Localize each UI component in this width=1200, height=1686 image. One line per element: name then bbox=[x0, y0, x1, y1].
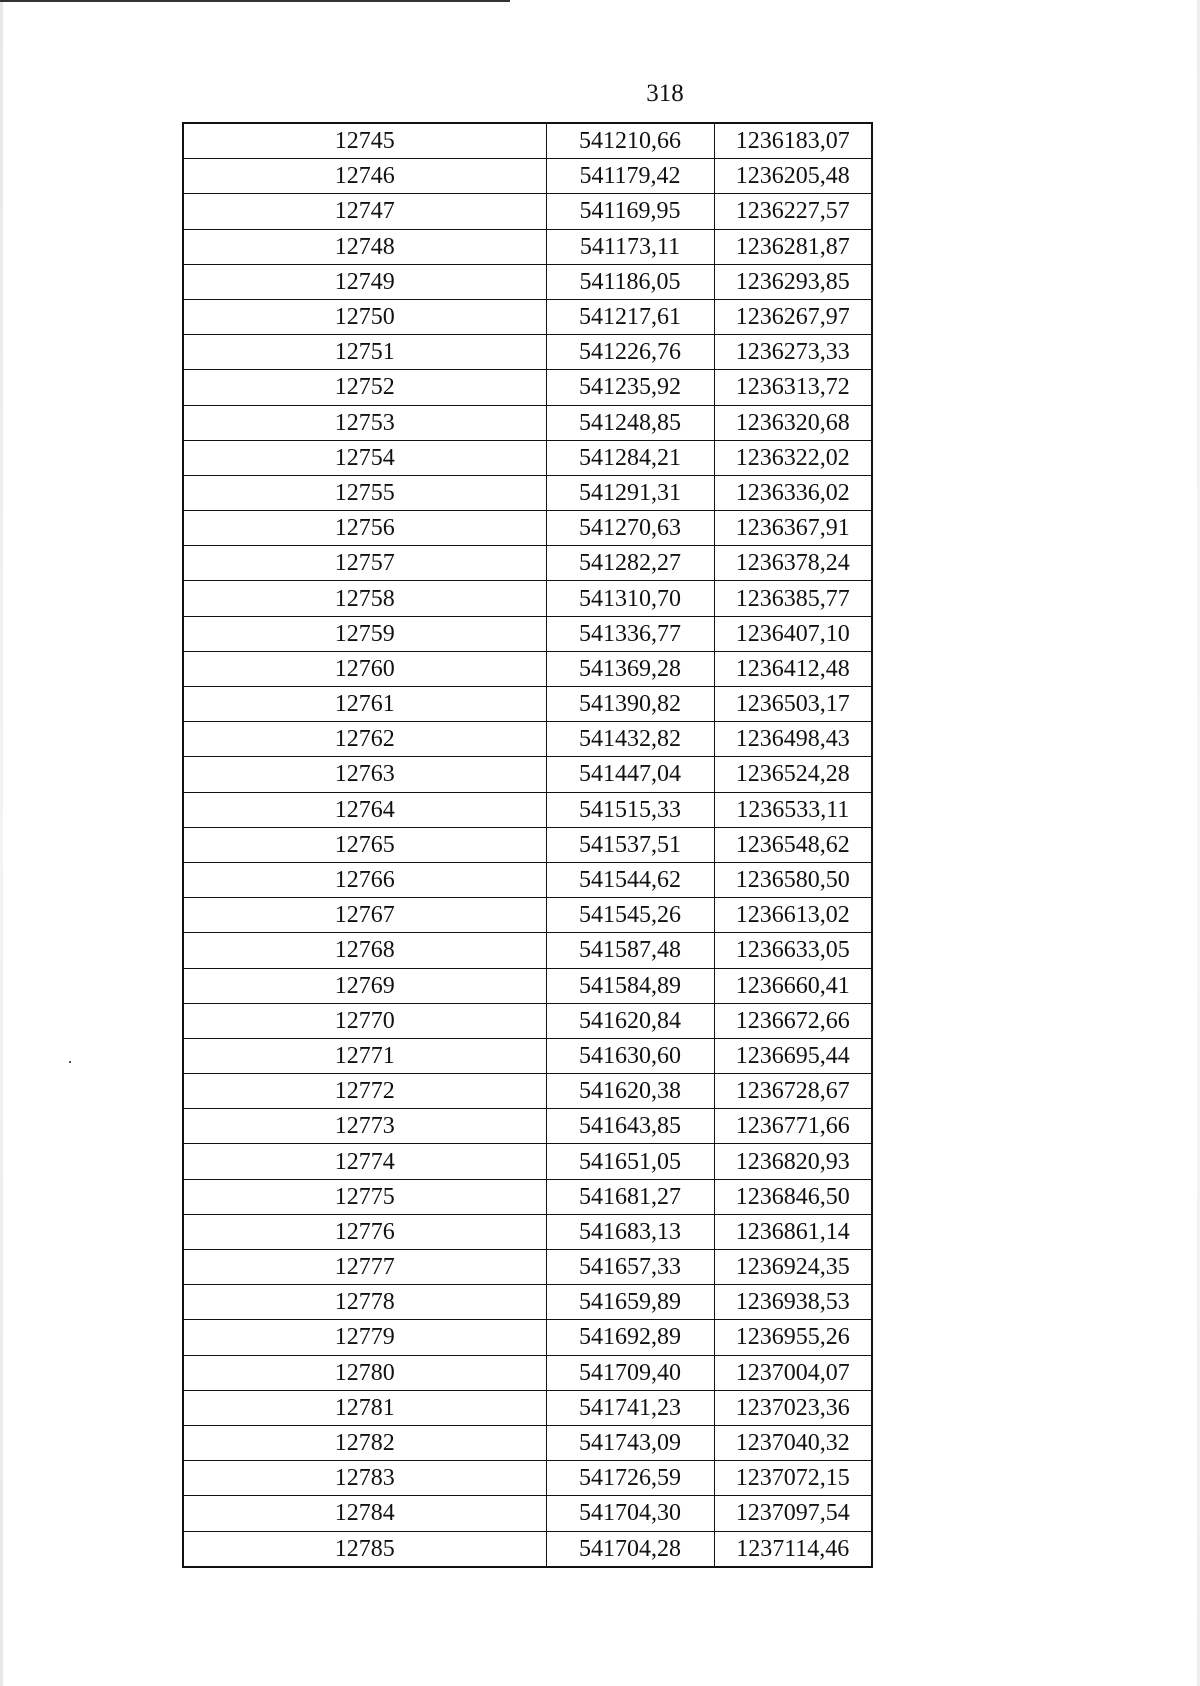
table-row bbox=[183, 475, 872, 510]
point-number-cell: 12782 bbox=[183, 1425, 546, 1460]
x-coordinate-cell: 541179,42 bbox=[546, 159, 714, 194]
y-coordinate-cell: 1236533,11 bbox=[714, 792, 872, 827]
x-coordinate-cell: 541284,21 bbox=[546, 440, 714, 475]
point-number-cell: 12770 bbox=[183, 1003, 546, 1038]
x-coordinate-cell: 541545,26 bbox=[546, 898, 714, 933]
coordinates-table-body bbox=[183, 123, 872, 1567]
y-coordinate-cell: 1236771,66 bbox=[714, 1109, 872, 1144]
table-row bbox=[183, 898, 872, 933]
y-coordinate-cell: 1236281,87 bbox=[714, 229, 872, 264]
y-coordinate-cell: 1236313,72 bbox=[714, 370, 872, 405]
x-coordinate-cell: 541743,09 bbox=[546, 1425, 714, 1460]
x-coordinate-cell: 541643,85 bbox=[546, 1109, 714, 1144]
x-coordinate-cell: 541447,04 bbox=[546, 757, 714, 792]
point-number-cell: 12765 bbox=[183, 827, 546, 862]
table-row bbox=[183, 1179, 872, 1214]
x-coordinate-cell: 541432,82 bbox=[546, 722, 714, 757]
table-row bbox=[183, 968, 872, 1003]
x-coordinate-cell: 541741,23 bbox=[546, 1390, 714, 1425]
table-row bbox=[183, 722, 872, 757]
table-row bbox=[183, 229, 872, 264]
point-number-cell: 12761 bbox=[183, 687, 546, 722]
point-number-cell: 12767 bbox=[183, 898, 546, 933]
point-number-cell: 12757 bbox=[183, 546, 546, 581]
table-row bbox=[183, 335, 872, 370]
y-coordinate-cell: 1236267,97 bbox=[714, 299, 872, 334]
point-number-cell: 12781 bbox=[183, 1390, 546, 1425]
x-coordinate-cell: 541282,27 bbox=[546, 546, 714, 581]
point-number-cell: 12768 bbox=[183, 933, 546, 968]
point-number-cell: 12779 bbox=[183, 1320, 546, 1355]
point-number-cell: 12745 bbox=[183, 123, 546, 159]
point-number-cell: 12751 bbox=[183, 335, 546, 370]
x-coordinate-cell: 541584,89 bbox=[546, 968, 714, 1003]
point-number-cell: 12773 bbox=[183, 1109, 546, 1144]
table-row bbox=[183, 159, 872, 194]
x-coordinate-cell: 541704,30 bbox=[546, 1496, 714, 1531]
point-number-cell: 12749 bbox=[183, 264, 546, 299]
table-row bbox=[183, 1214, 872, 1249]
x-coordinate-cell: 541390,82 bbox=[546, 687, 714, 722]
point-number-cell: 12755 bbox=[183, 475, 546, 510]
table-row bbox=[183, 792, 872, 827]
x-coordinate-cell: 541620,84 bbox=[546, 1003, 714, 1038]
table-row bbox=[183, 511, 872, 546]
x-coordinate-cell: 541651,05 bbox=[546, 1144, 714, 1179]
y-coordinate-cell: 1236336,02 bbox=[714, 475, 872, 510]
point-number-cell: 12750 bbox=[183, 299, 546, 334]
y-coordinate-cell: 1236407,10 bbox=[714, 616, 872, 651]
table-row bbox=[183, 1285, 872, 1320]
table-row bbox=[183, 299, 872, 334]
y-coordinate-cell: 1236320,68 bbox=[714, 405, 872, 440]
top-rule bbox=[0, 0, 510, 2]
y-coordinate-cell: 1236412,48 bbox=[714, 651, 872, 686]
table-row bbox=[183, 1425, 872, 1460]
y-coordinate-cell: 1236728,67 bbox=[714, 1074, 872, 1109]
table-row bbox=[183, 1250, 872, 1285]
point-number-cell: 12746 bbox=[183, 159, 546, 194]
table-row bbox=[183, 1109, 872, 1144]
point-number-cell: 12758 bbox=[183, 581, 546, 616]
y-coordinate-cell: 1237072,15 bbox=[714, 1461, 872, 1496]
table-row bbox=[183, 651, 872, 686]
point-number-cell: 12774 bbox=[183, 1144, 546, 1179]
table-row bbox=[183, 1038, 872, 1073]
table-row bbox=[183, 581, 872, 616]
table-row bbox=[183, 687, 872, 722]
y-coordinate-cell: 1237023,36 bbox=[714, 1390, 872, 1425]
x-coordinate-cell: 541657,33 bbox=[546, 1250, 714, 1285]
point-number-cell: 12762 bbox=[183, 722, 546, 757]
x-coordinate-cell: 541173,11 bbox=[546, 229, 714, 264]
y-coordinate-cell: 1236846,50 bbox=[714, 1179, 872, 1214]
x-coordinate-cell: 541726,59 bbox=[546, 1461, 714, 1496]
x-coordinate-cell: 541369,28 bbox=[546, 651, 714, 686]
x-coordinate-cell: 541310,70 bbox=[546, 581, 714, 616]
table-row bbox=[183, 264, 872, 299]
table-row bbox=[183, 1531, 872, 1567]
y-coordinate-cell: 1236695,44 bbox=[714, 1038, 872, 1073]
page-number: 318 bbox=[646, 80, 684, 107]
y-coordinate-cell: 1236924,35 bbox=[714, 1250, 872, 1285]
y-coordinate-cell: 1236548,62 bbox=[714, 827, 872, 862]
table-row bbox=[183, 546, 872, 581]
table-row bbox=[183, 933, 872, 968]
scan-edge-left bbox=[0, 0, 3, 1686]
point-number-cell: 12775 bbox=[183, 1179, 546, 1214]
point-number-cell: 12764 bbox=[183, 792, 546, 827]
y-coordinate-cell: 1236385,77 bbox=[714, 581, 872, 616]
y-coordinate-cell: 1236367,91 bbox=[714, 511, 872, 546]
point-number-cell: 12760 bbox=[183, 651, 546, 686]
x-coordinate-cell: 541709,40 bbox=[546, 1355, 714, 1390]
table-row bbox=[183, 1390, 872, 1425]
x-coordinate-cell: 541217,61 bbox=[546, 299, 714, 334]
table-row bbox=[183, 1320, 872, 1355]
table-row bbox=[183, 757, 872, 792]
point-number-cell: 12754 bbox=[183, 440, 546, 475]
y-coordinate-cell: 1236613,02 bbox=[714, 898, 872, 933]
table-row bbox=[183, 1074, 872, 1109]
table-row bbox=[183, 1355, 872, 1390]
y-coordinate-cell: 1236820,93 bbox=[714, 1144, 872, 1179]
x-coordinate-cell: 541544,62 bbox=[546, 862, 714, 897]
table-row bbox=[183, 370, 872, 405]
y-coordinate-cell: 1236955,26 bbox=[714, 1320, 872, 1355]
y-coordinate-cell: 1236378,24 bbox=[714, 546, 872, 581]
scan-speck bbox=[69, 1061, 71, 1063]
point-number-cell: 12759 bbox=[183, 616, 546, 651]
x-coordinate-cell: 541681,27 bbox=[546, 1179, 714, 1214]
x-coordinate-cell: 541226,76 bbox=[546, 335, 714, 370]
point-number-cell: 12756 bbox=[183, 511, 546, 546]
x-coordinate-cell: 541630,60 bbox=[546, 1038, 714, 1073]
y-coordinate-cell: 1236660,41 bbox=[714, 968, 872, 1003]
y-coordinate-cell: 1236183,07 bbox=[714, 123, 872, 159]
y-coordinate-cell: 1236498,43 bbox=[714, 722, 872, 757]
point-number-cell: 12748 bbox=[183, 229, 546, 264]
x-coordinate-cell: 541537,51 bbox=[546, 827, 714, 862]
point-number-cell: 12752 bbox=[183, 370, 546, 405]
x-coordinate-cell: 541270,63 bbox=[546, 511, 714, 546]
x-coordinate-cell: 541336,77 bbox=[546, 616, 714, 651]
x-coordinate-cell: 541620,38 bbox=[546, 1074, 714, 1109]
y-coordinate-cell: 1236273,33 bbox=[714, 335, 872, 370]
point-number-cell: 12769 bbox=[183, 968, 546, 1003]
x-coordinate-cell: 541704,28 bbox=[546, 1531, 714, 1567]
table-row bbox=[183, 1461, 872, 1496]
x-coordinate-cell: 541186,05 bbox=[546, 264, 714, 299]
x-coordinate-cell: 541169,95 bbox=[546, 194, 714, 229]
point-number-cell: 12771 bbox=[183, 1038, 546, 1073]
table-row bbox=[183, 1496, 872, 1531]
y-coordinate-cell: 1236322,02 bbox=[714, 440, 872, 475]
y-coordinate-cell: 1236633,05 bbox=[714, 933, 872, 968]
point-number-cell: 12784 bbox=[183, 1496, 546, 1531]
y-coordinate-cell: 1236227,57 bbox=[714, 194, 872, 229]
table-row bbox=[183, 123, 872, 159]
coordinates-table bbox=[182, 122, 873, 1568]
y-coordinate-cell: 1237114,46 bbox=[714, 1531, 872, 1567]
x-coordinate-cell: 541692,89 bbox=[546, 1320, 714, 1355]
point-number-cell: 12753 bbox=[183, 405, 546, 440]
table-row bbox=[183, 1144, 872, 1179]
y-coordinate-cell: 1236524,28 bbox=[714, 757, 872, 792]
x-coordinate-cell: 541235,92 bbox=[546, 370, 714, 405]
point-number-cell: 12777 bbox=[183, 1250, 546, 1285]
table-row bbox=[183, 405, 872, 440]
x-coordinate-cell: 541683,13 bbox=[546, 1214, 714, 1249]
point-number-cell: 12766 bbox=[183, 862, 546, 897]
y-coordinate-cell: 1236861,14 bbox=[714, 1214, 872, 1249]
point-number-cell: 12778 bbox=[183, 1285, 546, 1320]
y-coordinate-cell: 1236672,66 bbox=[714, 1003, 872, 1038]
y-coordinate-cell: 1237004,07 bbox=[714, 1355, 872, 1390]
table-row bbox=[183, 1003, 872, 1038]
table-row bbox=[183, 862, 872, 897]
point-number-cell: 12783 bbox=[183, 1461, 546, 1496]
table-row bbox=[183, 194, 872, 229]
point-number-cell: 12785 bbox=[183, 1531, 546, 1567]
x-coordinate-cell: 541587,48 bbox=[546, 933, 714, 968]
y-coordinate-cell: 1237040,32 bbox=[714, 1425, 872, 1460]
y-coordinate-cell: 1236293,85 bbox=[714, 264, 872, 299]
point-number-cell: 12747 bbox=[183, 194, 546, 229]
y-coordinate-cell: 1236938,53 bbox=[714, 1285, 872, 1320]
point-number-cell: 12780 bbox=[183, 1355, 546, 1390]
x-coordinate-cell: 541659,89 bbox=[546, 1285, 714, 1320]
x-coordinate-cell: 541515,33 bbox=[546, 792, 714, 827]
y-coordinate-cell: 1236580,50 bbox=[714, 862, 872, 897]
point-number-cell: 12776 bbox=[183, 1214, 546, 1249]
y-coordinate-cell: 1236503,17 bbox=[714, 687, 872, 722]
point-number-cell: 12763 bbox=[183, 757, 546, 792]
table-row bbox=[183, 440, 872, 475]
x-coordinate-cell: 541291,31 bbox=[546, 475, 714, 510]
y-coordinate-cell: 1237097,54 bbox=[714, 1496, 872, 1531]
table-row bbox=[183, 616, 872, 651]
table-row bbox=[183, 827, 872, 862]
x-coordinate-cell: 541248,85 bbox=[546, 405, 714, 440]
y-coordinate-cell: 1236205,48 bbox=[714, 159, 872, 194]
point-number-cell: 12772 bbox=[183, 1074, 546, 1109]
x-coordinate-cell: 541210,66 bbox=[546, 123, 714, 159]
